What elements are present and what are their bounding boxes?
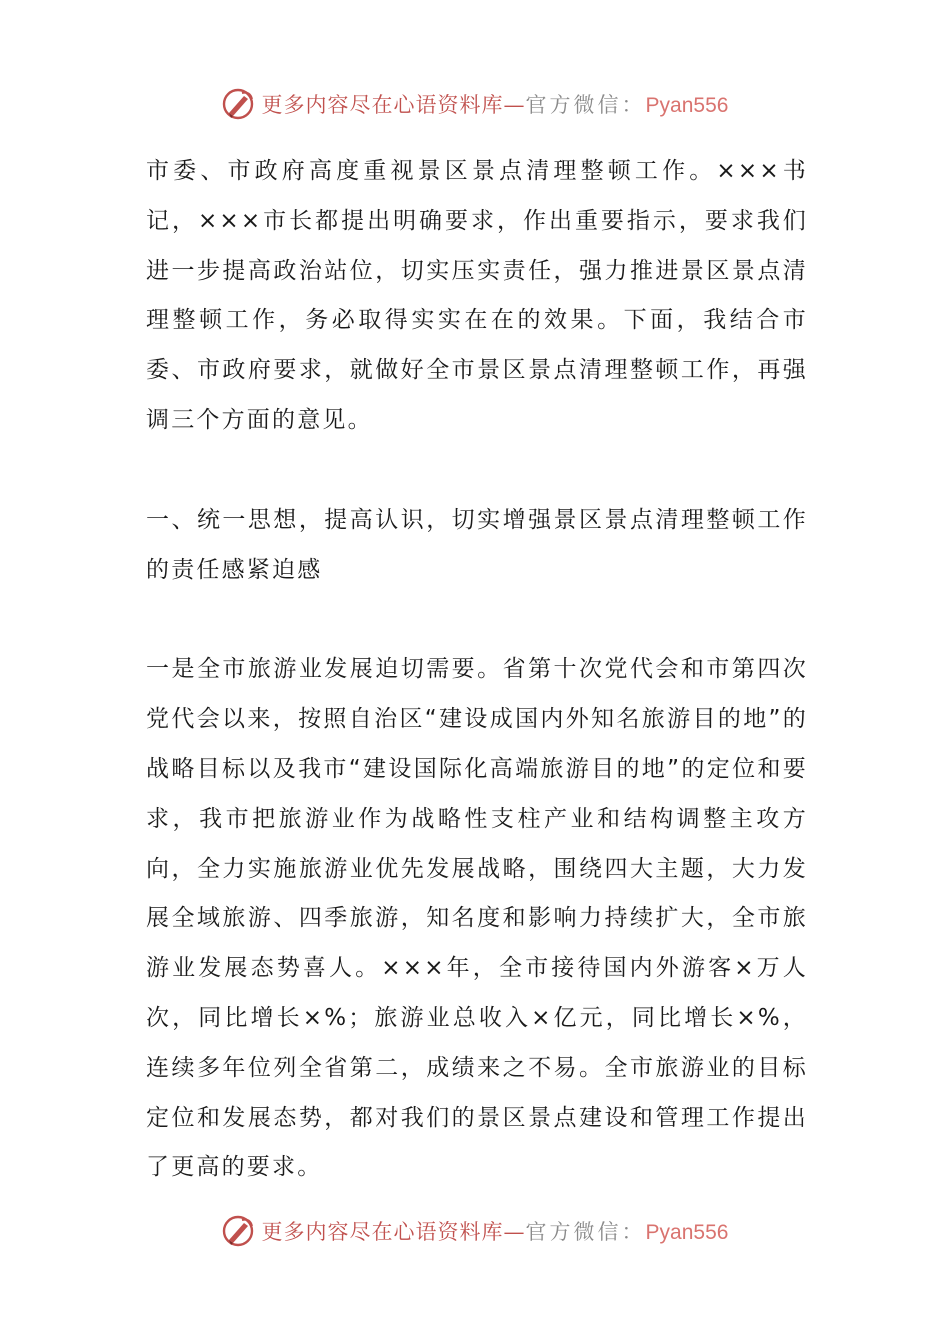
paragraph-intro: 市委、市政府高度重视景区景点清理整顿工作。×××书记，×××市长都提出明确要求，作出重要指示，要求我们进一步提高政治站位，切实压实责任，强力推进景区景点清理整顿工作，务必取得实实在在的效果。下面，我结合市委、市政府要求，就做好全市景区景点清理整顿工作，再强调三个方面的意见。: [146, 158, 808, 433]
footer-banner: [0, 1211, 950, 1251]
banner-text: [262, 89, 729, 119]
pen-logo-icon: [222, 87, 256, 121]
paragraph-point-one: 一是全市旅游业发展迫切需要。省第十次党代会和市第四次党代会以来，按照自治区“建设成国内外知名旅游目的地”的战略目标以及我市“建设国际化高端旅游目的地”的定位和要求，我市把旅游业作为战略性支柱产业和结构调整主攻方向，全力实施旅游业优先发展战略，围绕四大主题，大力发展全域旅游、四季旅游，知名度和影响力持续扩大，全市旅游业发展态势喜人。×××年，全市接待国内外游客×万人次，同比增长×%；旅游业总收入×亿元，同比增长×%，连续多年位列全省第二，成绩来之不易。全市旅游业的目标定位和发展态势，都对我们的景区景点建设和管理工作提出了更高的要求。: [146, 656, 808, 1181]
banner-slogan: 更多内容尽在心语资料库—: [261, 1220, 526, 1244]
banner-text: [262, 1216, 729, 1246]
banner-slogan: 更多内容尽在心语资料库—: [261, 93, 526, 117]
pen-logo-icon: [222, 1214, 256, 1248]
header-banner: [0, 84, 950, 124]
section-heading: 一、统一思想，提高认识，切实增强景区景点清理整顿工作的责任感紧迫感: [146, 506, 808, 583]
banner-wechat-id: Pyan556: [645, 1221, 729, 1244]
banner-wechat-id: Pyan556: [645, 94, 729, 117]
banner-wechat-label: 官方微信：: [525, 93, 646, 117]
document-body: [146, 147, 808, 1193]
banner-wechat-label: 官方微信：: [525, 1220, 646, 1244]
